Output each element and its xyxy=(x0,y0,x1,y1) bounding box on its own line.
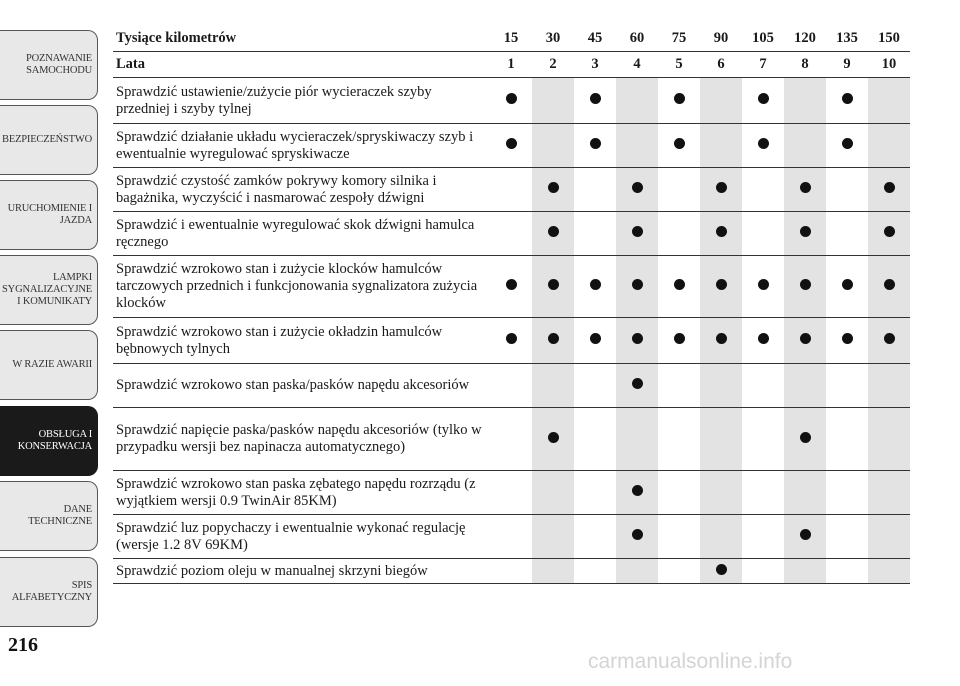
schedule-cell xyxy=(574,318,616,364)
check-dot-icon xyxy=(674,279,685,290)
check-dot-icon xyxy=(632,378,643,389)
check-dot-icon xyxy=(716,226,727,237)
schedule-cell xyxy=(868,212,910,256)
schedule-cell xyxy=(742,124,784,168)
schedule-cell xyxy=(826,78,868,124)
schedule-cell xyxy=(700,515,742,559)
check-dot-icon xyxy=(590,138,601,149)
task-description: Sprawdzić luz popychaczy i ewentualnie wykonać regulację (wersje 1.2 8V 69KM) xyxy=(113,515,490,559)
schedule-cell xyxy=(490,256,532,318)
check-dot-icon xyxy=(548,432,559,443)
schedule-cell xyxy=(742,318,784,364)
check-dot-icon xyxy=(590,93,601,104)
schedule-cell xyxy=(700,408,742,471)
years-value: 2 xyxy=(532,52,574,78)
schedule-cell xyxy=(658,408,700,471)
table-row xyxy=(113,78,910,124)
kilometers-value: 105 xyxy=(752,30,774,46)
schedule-cell xyxy=(784,364,826,408)
check-dot-icon xyxy=(800,529,811,540)
check-dot-icon xyxy=(716,333,727,344)
schedule-cell xyxy=(742,515,784,559)
schedule-cell xyxy=(490,168,532,212)
schedule-cell xyxy=(742,559,784,584)
schedule-cell xyxy=(574,124,616,168)
schedule-cell xyxy=(532,471,574,515)
check-dot-icon xyxy=(632,333,643,344)
schedule-cell xyxy=(700,364,742,408)
schedule-cell xyxy=(742,408,784,471)
schedule-cell xyxy=(658,364,700,408)
check-dot-icon xyxy=(800,279,811,290)
check-dot-icon xyxy=(548,226,559,237)
table-row xyxy=(113,471,910,515)
schedule-cell xyxy=(826,212,868,256)
watermark: carmanualsonline.info xyxy=(588,650,793,673)
kilometers-value: 15 xyxy=(503,30,519,46)
schedule-cell xyxy=(742,256,784,318)
schedule-cell xyxy=(532,559,574,584)
schedule-cell xyxy=(658,124,700,168)
schedule-cell xyxy=(574,408,616,471)
schedule-cell xyxy=(532,515,574,559)
table-row xyxy=(113,364,910,408)
schedule-cell xyxy=(700,471,742,515)
kilometers-value: 30 xyxy=(545,30,561,46)
check-dot-icon xyxy=(632,485,643,496)
kilometers-header-row xyxy=(113,26,910,52)
check-dot-icon xyxy=(716,564,727,575)
check-dot-icon xyxy=(884,226,895,237)
schedule-cell xyxy=(868,515,910,559)
kilometers-label: Tysiące kilometrów xyxy=(116,30,237,46)
kilometers-value: 45 xyxy=(587,30,603,46)
table-row xyxy=(113,256,910,318)
schedule-cell xyxy=(742,78,784,124)
schedule-cell xyxy=(868,408,910,471)
schedule-cell xyxy=(784,124,826,168)
check-dot-icon xyxy=(884,279,895,290)
schedule-cell xyxy=(700,212,742,256)
schedule-cell xyxy=(784,256,826,318)
task-description: Sprawdzić działanie układu wycieraczek/spryskiwaczy szyb i ewentualnie wyregulować spryskiwacze xyxy=(113,124,490,168)
check-dot-icon xyxy=(716,279,727,290)
schedule-cell xyxy=(490,559,532,584)
kilometers-value: 120 xyxy=(794,30,816,46)
schedule-cell xyxy=(532,256,574,318)
check-dot-icon xyxy=(632,182,643,193)
schedule-cell xyxy=(616,318,658,364)
check-dot-icon xyxy=(632,529,643,540)
schedule-cell xyxy=(490,212,532,256)
schedule-cell xyxy=(532,212,574,256)
schedule-cell xyxy=(784,168,826,212)
check-dot-icon xyxy=(674,333,685,344)
table-row xyxy=(113,212,910,256)
table-row xyxy=(113,168,910,212)
schedule-cell xyxy=(784,471,826,515)
schedule-cell xyxy=(574,168,616,212)
schedule-cell xyxy=(658,471,700,515)
table-row xyxy=(113,515,910,559)
schedule-cell xyxy=(490,471,532,515)
schedule-cell xyxy=(784,515,826,559)
table-row xyxy=(113,408,910,471)
schedule-cell xyxy=(616,168,658,212)
schedule-cell xyxy=(658,559,700,584)
schedule-cell xyxy=(532,78,574,124)
schedule-cell xyxy=(826,124,868,168)
check-dot-icon xyxy=(800,182,811,193)
check-dot-icon xyxy=(716,182,727,193)
check-dot-icon xyxy=(884,182,895,193)
schedule-cell xyxy=(490,124,532,168)
schedule-cell xyxy=(658,256,700,318)
schedule-cell xyxy=(490,408,532,471)
schedule-cell xyxy=(742,364,784,408)
check-dot-icon xyxy=(632,226,643,237)
task-description: Sprawdzić napięcie paska/pasków napędu akcesoriów (tylko w przypadku wersji bez napinacza automatycznego) xyxy=(113,408,490,471)
schedule-cell xyxy=(826,168,868,212)
check-dot-icon xyxy=(842,138,853,149)
check-dot-icon xyxy=(548,279,559,290)
check-dot-icon xyxy=(758,279,769,290)
schedule-cell xyxy=(532,168,574,212)
schedule-cell xyxy=(616,124,658,168)
schedule-cell xyxy=(616,408,658,471)
schedule-cell xyxy=(532,318,574,364)
schedule-cell xyxy=(868,471,910,515)
table-row xyxy=(113,559,910,584)
maintenance-schedule-table xyxy=(113,26,910,584)
schedule-cell xyxy=(532,408,574,471)
sidebar-tab-7[interactable]: DANE TECHNICZNE xyxy=(0,481,98,551)
check-dot-icon xyxy=(842,93,853,104)
schedule-cell xyxy=(616,78,658,124)
schedule-cell xyxy=(658,78,700,124)
years-value: 1 xyxy=(490,52,532,78)
schedule-cell xyxy=(826,256,868,318)
task-description: Sprawdzić czystość zamków pokrywy komory silnika i bagażnika, wyczyścić i nasmarować zespoły dźwigni xyxy=(113,168,490,212)
schedule-cell xyxy=(784,559,826,584)
sidebar-tab-4[interactable]: LAMPKI SYGNALIZACYJNE I KOMUNIKATY xyxy=(0,255,98,325)
page-number: 216 xyxy=(8,634,38,656)
sidebar-tab-8[interactable]: SPIS ALFABETYCZNY xyxy=(0,557,98,627)
years-value: 9 xyxy=(826,52,868,78)
schedule-cell xyxy=(490,515,532,559)
schedule-cell xyxy=(490,364,532,408)
check-dot-icon xyxy=(590,333,601,344)
kilometers-value: 150 xyxy=(878,30,900,46)
schedule-cell xyxy=(658,168,700,212)
schedule-cell xyxy=(574,471,616,515)
kilometers-value: 75 xyxy=(671,30,687,46)
check-dot-icon xyxy=(800,333,811,344)
sidebar-tab-6[interactable]: OBSŁUGA I KONSERWACJA xyxy=(0,406,98,476)
task-description: Sprawdzić wzrokowo stan i zużycie klocków hamulców tarczowych przednich i funkcjonowania sygnalizatora zużycia klocków xyxy=(113,256,490,318)
check-dot-icon xyxy=(758,138,769,149)
task-description: Sprawdzić wzrokowo stan paska zębatego napędu rozrządu (z wyjątkiem wersji 0.9 TwinAir 85KM) xyxy=(113,471,490,515)
schedule-cell xyxy=(574,78,616,124)
schedule-cell xyxy=(868,318,910,364)
check-dot-icon xyxy=(506,279,517,290)
years-label: Lata xyxy=(113,52,490,78)
sidebar-tab-5[interactable]: W RAZIE AWARII xyxy=(0,330,98,400)
schedule-cell xyxy=(700,559,742,584)
schedule-cell xyxy=(826,471,868,515)
years-value: 5 xyxy=(658,52,700,78)
schedule-cell xyxy=(868,256,910,318)
years-value: 8 xyxy=(784,52,826,78)
schedule-cell xyxy=(826,318,868,364)
schedule-cell xyxy=(658,515,700,559)
sidebar-tab-3[interactable]: URUCHOMIENIE I JAZDA xyxy=(0,180,98,250)
schedule-cell xyxy=(826,364,868,408)
years-header-row xyxy=(113,52,910,78)
years-value: 7 xyxy=(742,52,784,78)
schedule-cell xyxy=(868,364,910,408)
schedule-cell xyxy=(700,124,742,168)
check-dot-icon xyxy=(800,432,811,443)
schedule-cell xyxy=(700,256,742,318)
schedule-cell xyxy=(742,168,784,212)
schedule-cell xyxy=(700,168,742,212)
check-dot-icon xyxy=(758,93,769,104)
years-value: 10 xyxy=(868,52,910,78)
schedule-cell xyxy=(616,212,658,256)
task-description: Sprawdzić i ewentualnie wyregulować skok dźwigni hamulca ręcznego xyxy=(113,212,490,256)
schedule-cell xyxy=(784,212,826,256)
schedule-cell xyxy=(742,212,784,256)
schedule-cell xyxy=(490,78,532,124)
task-description: Sprawdzić poziom oleju w manualnej skrzyni biegów xyxy=(113,559,490,584)
schedule-cell xyxy=(700,318,742,364)
schedule-cell xyxy=(490,318,532,364)
task-description: Sprawdzić ustawienie/zużycie piór wycieraczek szyby przedniej i szyby tylnej xyxy=(113,78,490,124)
schedule-cell xyxy=(616,559,658,584)
task-description: Sprawdzić wzrokowo stan paska/pasków napędu akcesoriów xyxy=(113,364,490,408)
schedule-cell xyxy=(532,124,574,168)
check-dot-icon xyxy=(884,333,895,344)
schedule-cell xyxy=(658,318,700,364)
schedule-cell xyxy=(616,256,658,318)
years-value: 4 xyxy=(616,52,658,78)
check-dot-icon xyxy=(506,93,517,104)
check-dot-icon xyxy=(758,333,769,344)
schedule-cell xyxy=(742,471,784,515)
schedule-cell xyxy=(658,212,700,256)
check-dot-icon xyxy=(506,138,517,149)
check-dot-icon xyxy=(842,333,853,344)
check-dot-icon xyxy=(548,333,559,344)
schedule-cell xyxy=(784,78,826,124)
schedule-cell xyxy=(868,78,910,124)
kilometers-value: 90 xyxy=(713,30,729,46)
schedule-cell xyxy=(700,78,742,124)
check-dot-icon xyxy=(842,279,853,290)
schedule-cell xyxy=(616,364,658,408)
kilometers-value: 135 xyxy=(836,30,858,46)
task-description: Sprawdzić wzrokowo stan i zużycie okładzin hamulców bębnowych tylnych xyxy=(113,318,490,364)
kilometers-value: 60 xyxy=(629,30,645,46)
schedule-cell xyxy=(574,559,616,584)
years-value: 6 xyxy=(700,52,742,78)
schedule-cell xyxy=(784,318,826,364)
sidebar-tab-2[interactable]: BEZPIECZEŃSTWO xyxy=(0,105,98,175)
check-dot-icon xyxy=(590,279,601,290)
check-dot-icon xyxy=(548,182,559,193)
schedule-cell xyxy=(826,408,868,471)
schedule-cell xyxy=(868,124,910,168)
sidebar-tab-1[interactable]: POZNAWANIE SAMOCHODU xyxy=(0,30,98,100)
check-dot-icon xyxy=(674,138,685,149)
schedule-cell xyxy=(868,168,910,212)
schedule-cell xyxy=(574,212,616,256)
check-dot-icon xyxy=(674,93,685,104)
schedule-cell xyxy=(616,515,658,559)
years-value: 3 xyxy=(574,52,616,78)
check-dot-icon xyxy=(506,333,517,344)
table-row xyxy=(113,318,910,364)
schedule-cell xyxy=(784,408,826,471)
schedule-cell xyxy=(574,515,616,559)
schedule-cell xyxy=(574,256,616,318)
check-dot-icon xyxy=(800,226,811,237)
schedule-cell xyxy=(532,364,574,408)
table-row xyxy=(113,124,910,168)
schedule-cell xyxy=(826,515,868,559)
schedule-cell xyxy=(826,559,868,584)
schedule-cell xyxy=(574,364,616,408)
check-dot-icon xyxy=(632,279,643,290)
schedule-cell xyxy=(868,559,910,584)
schedule-cell xyxy=(616,471,658,515)
